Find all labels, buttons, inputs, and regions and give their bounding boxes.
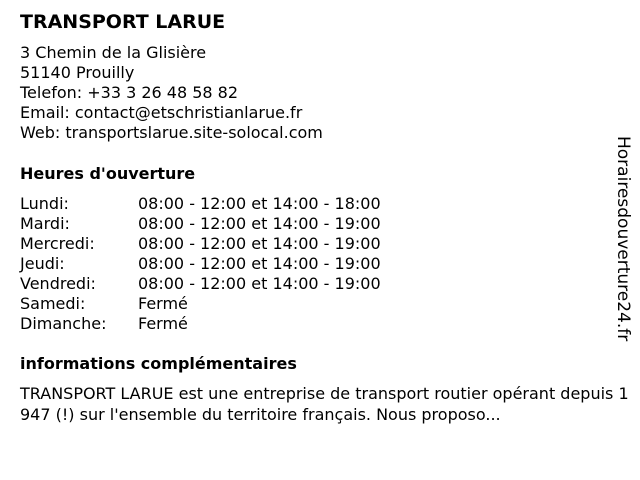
- address-street: 3 Chemin de la Glisière: [20, 43, 207, 62]
- hours-day: Samedi:: [20, 294, 86, 313]
- hours-day: Dimanche:: [20, 314, 107, 333]
- phone-line: Telefon: +33 3 26 48 58 82: [20, 83, 239, 102]
- info-description: TRANSPORT LARUE est une entreprise de transport routier opérant depuis 1947 (!) sur l'ensemble du territoire français. Nous proposo...: [20, 384, 629, 424]
- hours-time: 08:00 - 12:00 et 14:00 - 18:00: [138, 194, 381, 213]
- hours-heading: Heures d'ouverture: [20, 164, 196, 183]
- hours-time: 08:00 - 12:00 et 14:00 - 19:00: [138, 274, 381, 293]
- hours-day: Mardi:: [20, 214, 70, 233]
- business-name: TRANSPORT LARUE: [20, 11, 226, 33]
- address-city: 51140 Prouilly: [20, 63, 135, 82]
- hours-day: Jeudi:: [20, 254, 65, 273]
- hours-day: Vendredi:: [20, 274, 96, 293]
- site-watermark-label: Horairesdouverture24.fr: [613, 136, 633, 342]
- web-line: Web: transportslarue.site-solocal.com: [20, 123, 323, 142]
- contact-block: [20, 43, 323, 143]
- info-heading: informations complémentaires: [20, 354, 297, 373]
- hours-day: Lundi:: [20, 194, 69, 213]
- hours-time: Fermé: [138, 294, 188, 313]
- hours-time: 08:00 - 12:00 et 14:00 - 19:00: [138, 214, 381, 233]
- hours-time: Fermé: [138, 314, 188, 333]
- hours-day: Mercredi:: [20, 234, 95, 253]
- hours-time: 08:00 - 12:00 et 14:00 - 19:00: [138, 254, 381, 273]
- hours-time: 08:00 - 12:00 et 14:00 - 19:00: [138, 234, 381, 253]
- email-line: Email: contact@etschristianlarue.fr: [20, 103, 303, 122]
